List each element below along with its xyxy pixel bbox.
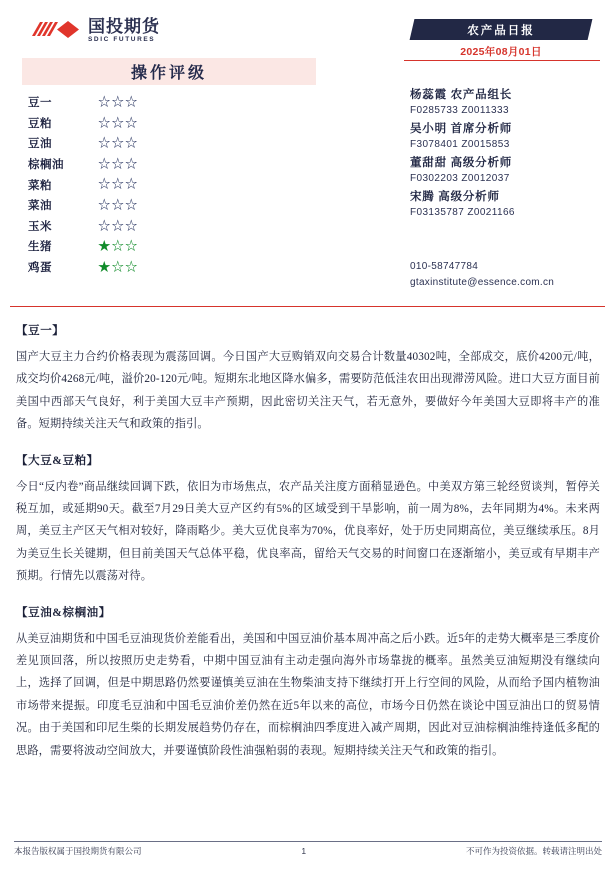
analyst-license-code: F0302203 Z0012037 [410, 173, 510, 184]
contact-block [410, 261, 615, 293]
sdic-diamond-logo-icon [26, 18, 82, 44]
star-empty-icon: ☆ [125, 198, 138, 213]
star-empty-icon: ☆ [98, 115, 111, 130]
rating-product-name: 豆油 [28, 138, 52, 151]
star-empty-icon: ☆ [125, 95, 138, 110]
footer-divider [14, 841, 602, 842]
star-empty-icon: ☆ [125, 259, 138, 274]
rating-stars [98, 199, 138, 212]
rating-product-name: 豆一 [28, 97, 52, 110]
footer-disclaimer: 不可作为投资依据。转载请注明出处 [465, 846, 602, 856]
analyst-license-code: F3078401 Z0015853 [410, 139, 510, 150]
analyst-license-code: F03135787 Z0021166 [410, 207, 515, 218]
footer-copyright: 本报告版权属于国投期货有限公司 [14, 846, 142, 856]
footer-page-number: 1 [301, 846, 307, 856]
analyst-name: 宋腾 高级分析师 [410, 191, 500, 203]
star-empty-icon: ☆ [125, 156, 138, 171]
rating-stars [98, 261, 138, 274]
rating-row [28, 174, 208, 195]
section-title: 【豆一】 [16, 325, 65, 337]
rating-stars [98, 240, 138, 253]
star-empty-icon: ☆ [111, 198, 125, 213]
rating-product-name: 鸡蛋 [28, 262, 52, 275]
report-section [16, 452, 600, 588]
ratings-title-box [22, 58, 316, 85]
star-empty-icon: ☆ [125, 136, 138, 151]
rating-row [28, 154, 208, 175]
date-divider [404, 60, 600, 61]
rating-row [28, 92, 208, 113]
star-empty-icon: ☆ [111, 156, 125, 171]
section-title: 【大豆&豆粕】 [16, 454, 99, 467]
star-empty-icon: ☆ [111, 95, 125, 110]
rating-row [28, 236, 208, 257]
rating-stars [98, 158, 138, 171]
rating-row [28, 216, 208, 237]
rating-stars [98, 220, 138, 233]
star-empty-icon: ☆ [111, 239, 125, 254]
report-banner-title: 农产品日报 [467, 24, 535, 37]
analyst-name: 董甜甜 高级分析师 [410, 157, 513, 169]
star-empty-icon: ☆ [111, 136, 125, 151]
brand-name-cn: 国投期货 [88, 17, 160, 37]
rating-stars [98, 117, 138, 130]
rating-product-name: 生猪 [28, 241, 52, 254]
rating-product-name: 菜油 [28, 200, 52, 213]
rating-row [28, 113, 208, 134]
star-empty-icon: ☆ [98, 156, 111, 171]
rating-product-name: 棕榈油 [28, 159, 64, 172]
analyst-list [410, 82, 610, 218]
section-body: 国产大豆主力合约价格表现为震荡回调。今日国产大豆购销双向交易合计数量40302吨，全部成交，底价4200元/吨，成交均价4268元/吨，溢价20-120元/吨。短期东北地区降水偏多，需要防范低洼农田出现滞涝风险。进口大豆方面目前美国中西部天气良好，利于美国大豆丰产预期，因此密切关注天气，若无意外，要做好今年美国大豆即将丰产的准备。短期持续关注天气和政策的指引。 [16, 351, 600, 431]
star-empty-icon: ☆ [125, 177, 138, 192]
star-filled-icon: ★ [98, 239, 111, 254]
star-empty-icon: ☆ [125, 239, 138, 254]
rating-row [28, 195, 208, 216]
rating-row [28, 133, 208, 154]
rating-product-name: 玉米 [28, 220, 52, 233]
star-empty-icon: ☆ [98, 95, 111, 110]
section-body: 今日“反内卷”商品继续回调下跌，依旧为市场焦点，农产品关注度方面稍显逊色。中美双方第三轮经贸谈判，暂停关税互加，或延期90天。截至7月29日美大豆产区约有5%的区域受到干旱影响，前一周为8%，去年同期为4%。未来两周，美豆主产区天气相对较好，降雨略少。美大豆优良率为70%，优良率好，处于历史同期高位，美豆继续承压。8月为美豆生长关键期，但目前美国天气总体平稳，优良率高，留给天气交易的时间窗口在逐渐缩小，美豆或有早期丰产预期。行情先以震荡对待。 [16, 480, 600, 583]
star-empty-icon: ☆ [111, 218, 125, 233]
rating-stars [98, 96, 138, 109]
star-empty-icon: ☆ [111, 115, 125, 130]
ratings-title: 操作评级 [130, 65, 207, 82]
star-empty-icon: ☆ [98, 198, 111, 213]
brand-name-en: SDIC FUTURES [88, 36, 156, 44]
star-empty-icon: ☆ [98, 218, 111, 233]
analyst-license-code: F0285733 Z0011333 [410, 105, 509, 116]
section-title: 【豆油&棕榈油】 [16, 606, 111, 619]
contact-phone: 010-58747784 [410, 261, 479, 272]
report-section [16, 322, 600, 436]
section-body: 从美豆油期货和中国毛豆油现货价差能看出，美国和中国豆油价基本周冲高之后小跌。近5年的走势大概率是三季度价差见顶回落，所以按照历史走势看，中期中国豆油有主动走强向海外市场靠拢的概率。虽然美豆油短期没有继续向上，选择了回调，但是中期思路仍然要谨慎美豆油在生物柴油支持下继续打开上行空间的风险，从而给予国内植物油市场带来提振。印度毛豆油和中国毛豆油价差仍然在近5年以来的高位，市场今日仍然在谈论中国豆油出口的贸易情况。由于美国和印尼生柴的长期发展趋势仍存在，而棕榈油四季度进入减产周期，因此对豆油棕榈油维持逢低多配的思路，需要将波动空间放大，并要谨慎阶段性油强粕弱的表现。短期持续关注天气和政策的指引。 [16, 632, 600, 757]
report-body [16, 322, 600, 778]
star-empty-icon: ☆ [125, 115, 138, 130]
star-empty-icon: ☆ [98, 177, 111, 192]
contact-email: gtaxinstitute@essence.com.cn [410, 277, 555, 288]
report-section [16, 604, 600, 762]
rating-row [28, 257, 208, 278]
rating-stars [98, 178, 138, 191]
star-empty-icon: ☆ [98, 136, 111, 151]
star-empty-icon: ☆ [111, 177, 125, 192]
ratings-list [28, 92, 208, 277]
header-divider [10, 306, 605, 307]
report-header [0, 0, 615, 300]
brand-logo [26, 18, 160, 44]
rating-product-name: 菜粕 [28, 179, 52, 192]
analyst-name: 吴小明 首席分析师 [410, 123, 513, 135]
analyst-name: 杨蕊霞 农产品组长 [410, 89, 513, 101]
star-filled-icon: ★ [98, 259, 111, 274]
rating-product-name: 豆粕 [28, 117, 52, 130]
star-empty-icon: ☆ [125, 218, 138, 233]
report-footer [14, 845, 602, 857]
rating-stars [98, 137, 138, 150]
star-empty-icon: ☆ [111, 259, 125, 274]
report-date: 2025年08月01日 [460, 46, 542, 58]
